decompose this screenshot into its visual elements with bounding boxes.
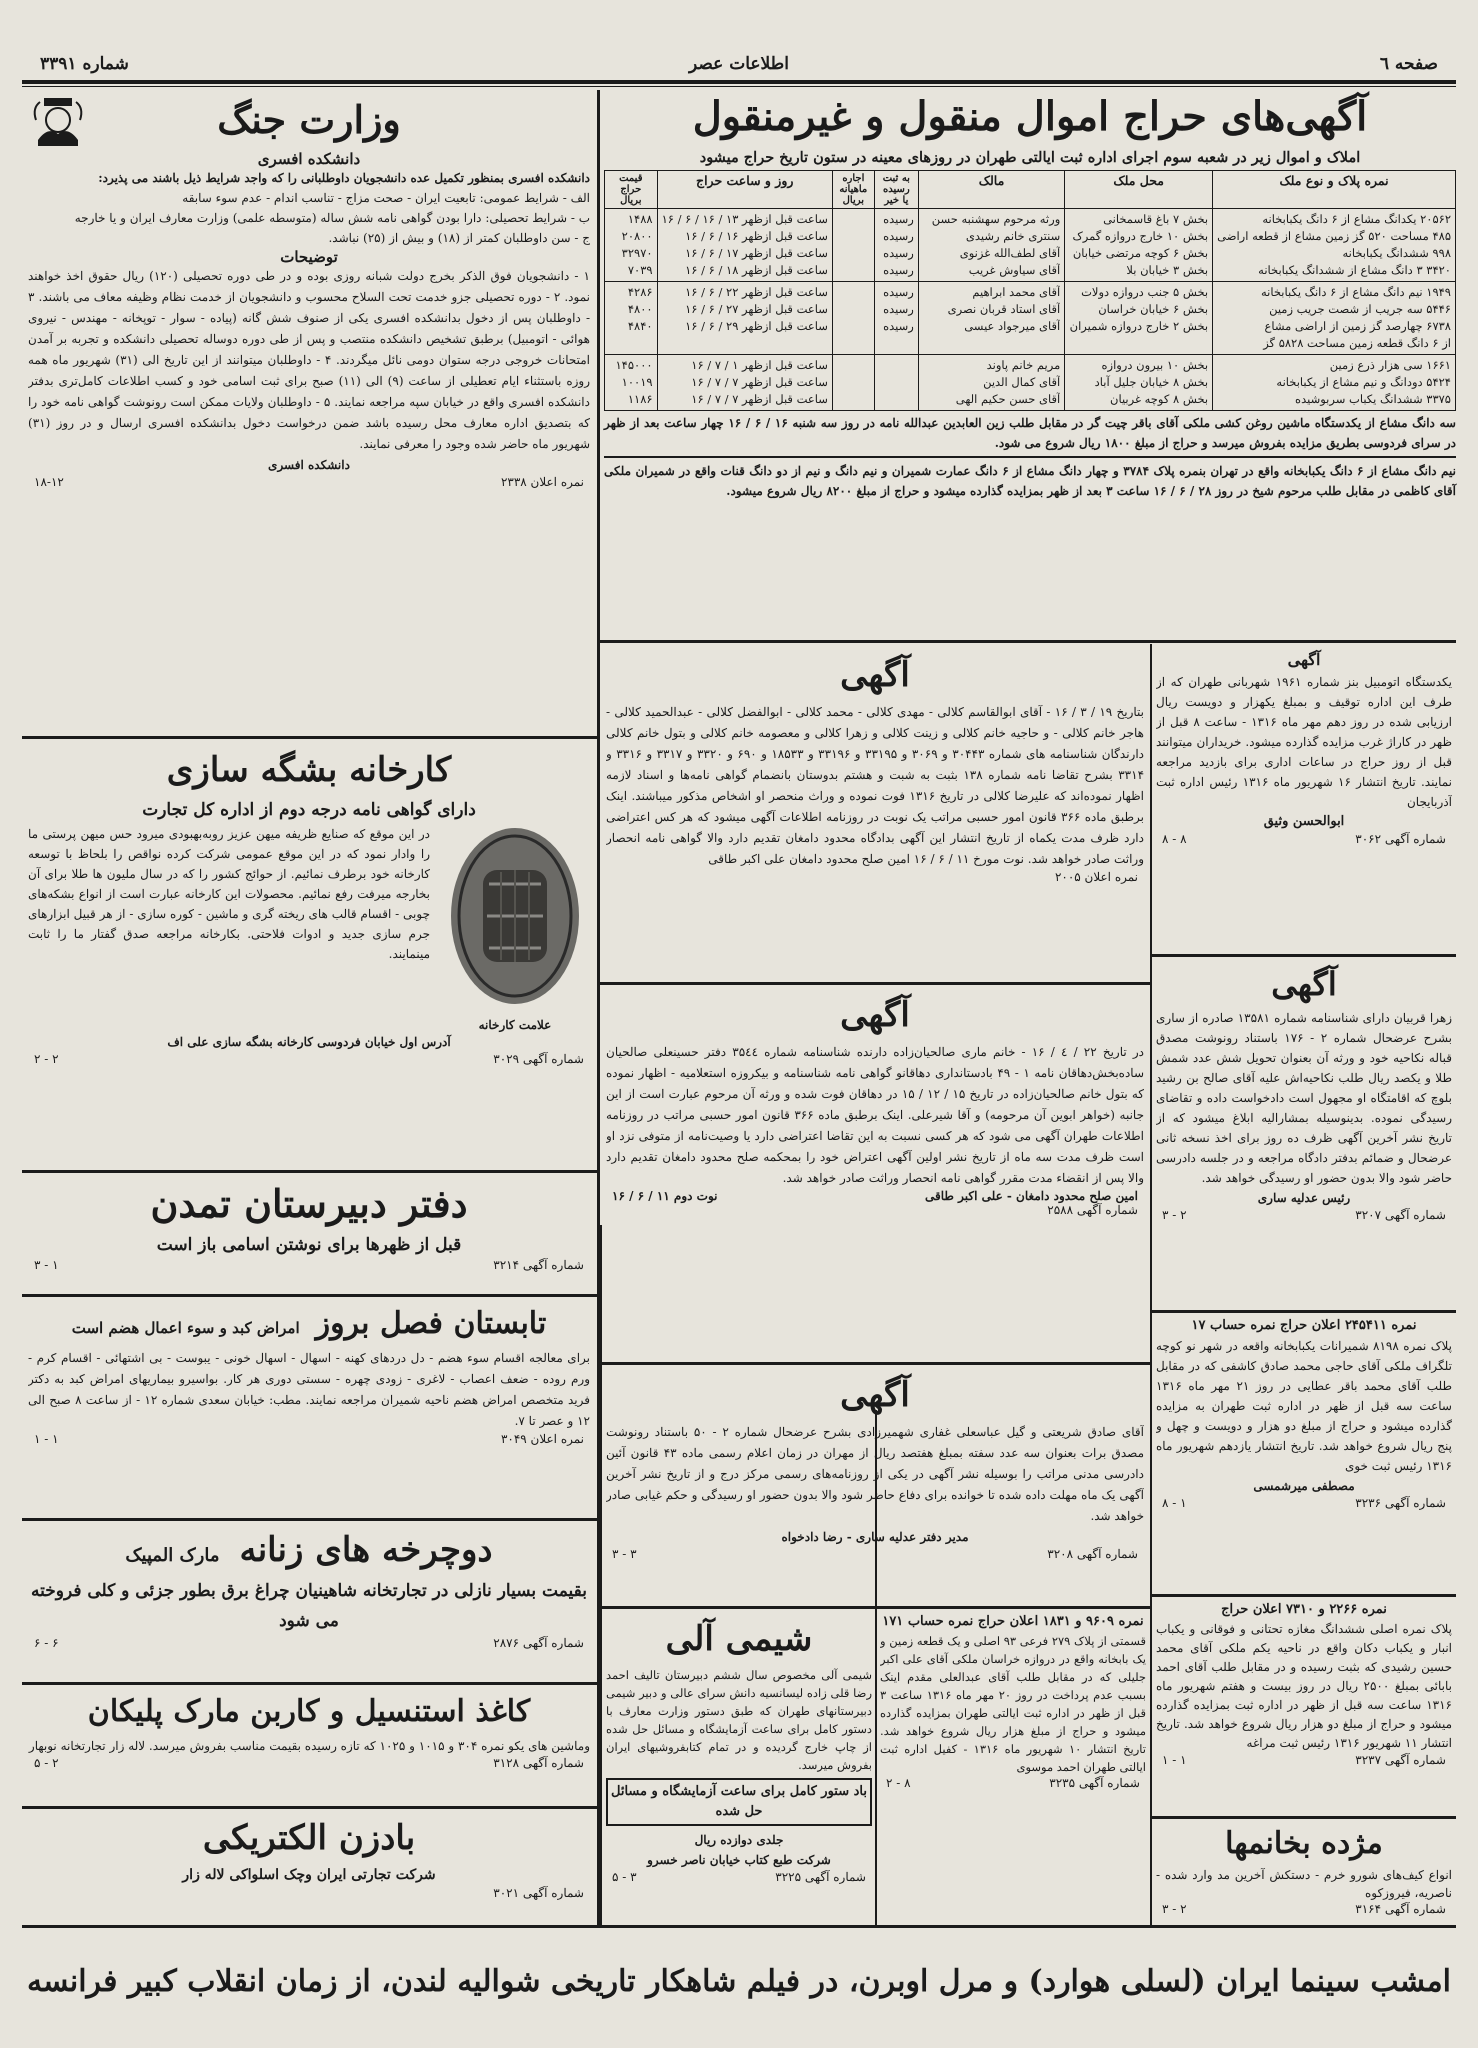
cell-line: ۱۴۸۸ <box>627 212 653 226</box>
ad-number: شماره آگهی ۲۸۷۶ <box>493 1636 584 1650</box>
cell-line: بخش ۸ خیابان جلیل آباد <box>1094 375 1209 389</box>
ad-number: نمره اعلان ۲۳۳۸ <box>500 475 584 489</box>
cell-line: بخش ۲ خارج دروازه شمیران <box>1069 319 1209 333</box>
auction-table <box>604 170 1456 411</box>
cell-line: سنتری خانم رشیدی <box>965 229 1061 243</box>
auction-note: سه دانگ مشاع از یکدستگاه ماشین روغن کشی ملکی آقای باقر چیت گر در مقابل طلب زین العابدین عبدالله نامه در روز سه شنبه ۱۶ / ۶ / ۱۶ چهار ساعت بعد از ظهر در سرای فردوسی بطریق مزایده بفروش میرسد و حراج از مبلغ ۱۸۰۰ ریال شروع می شود. <box>604 416 1456 450</box>
cell-line: ۱۰۰۱۹ <box>621 375 653 389</box>
col-plate: نمره پلاک و نوع ملک <box>1213 171 1456 209</box>
cell-line: آقای میرجواد عیسی <box>964 319 1061 333</box>
notice-signature: مصطفی میرشمسی <box>1253 1479 1355 1493</box>
notice-signature: ابوالحسن وثیق <box>1263 814 1345 829</box>
ad-code: ۳ - ۵ <box>612 1870 637 1884</box>
ad-code: ۶ - ۶ <box>34 1636 59 1650</box>
section-rule <box>22 1170 597 1173</box>
table-row <box>605 209 1456 282</box>
notice-text: زهرا قربیان دارای شناسنامه شماره ۱۳۵۸۱ صادره از ساری بشرح عرضحال شماره ۲ - ۱۷۶ باستناد رونوشت مصدق قباله نکاحیه خود و ورثه آن بعنوان تحویل شش عدد شمش طلا و یکصد ریال طلب نکاحیه‌اش علیه آقای صالح بن رشید بلوچ که اقامتگاه او مجهول است دادخواست داده و تقاضای رسیدگی نموده. بدینوسیله بمشارالیه ابلاغ میشود که از تاریخ نشر آخرین آگهی ظرف ده روز برای اخذ نسخه ثانی عرضحال و ضمائم بدفتر دادگاه مراجعه و در جلسه دادرسی حاضر شود والا بدون حضور او رسیدگی خواهد شد. <box>1156 1011 1452 1185</box>
notice-sadegh <box>606 1368 1144 1600</box>
ad-number: شماره آگهی ۳۱۲۸ <box>493 1756 584 1770</box>
summer-ad <box>28 1300 590 1512</box>
notice-inheritance <box>606 988 1144 1358</box>
ad-number: شماره آگهی ۳۲۳۵ <box>1049 1776 1140 1790</box>
car-auction-notice <box>1156 648 1452 950</box>
section-rule <box>22 736 597 739</box>
chem-price: جلدی دوازده ریال <box>694 1833 784 1847</box>
school-ad <box>28 1176 590 1288</box>
ad-number: شماره آگهی ۲۵۸۸ <box>1047 1203 1138 1217</box>
auction-subtitle: املاک و اموال زیر در شعبه سوم اجرای اداره ثبت ایالتی طهران در روزهای معینه در ستون تاریخ حراج میشود <box>699 149 1361 166</box>
cell-line: بخش ۱۰ بیرون دروازه <box>1101 358 1209 372</box>
cell-line: ۴۲۸۶ <box>627 285 653 299</box>
barrel-factory-ad <box>28 744 590 1164</box>
plate-cell <box>1213 355 1456 411</box>
cell-line: آقای سیاوش غریب <box>968 263 1061 277</box>
cell-line: ۱۹۴۹ نیم دانگ مشاع از ۶ دانگ یکبابخانه <box>1261 285 1451 299</box>
condition-c: ج - سن داوطلبان کمتر از (۱۸) و بیش از (۲۵) نباشد. <box>328 231 590 245</box>
page-label: صفحه ٦ <box>1379 54 1438 74</box>
ad-number: شماره آگهی ۳۲۳۷ <box>1355 1753 1446 1767</box>
owner-cell <box>918 209 1064 282</box>
rent-cell <box>832 209 874 282</box>
ad-code: ۲ - ۳ <box>1162 1208 1187 1222</box>
notice-date: نوت دوم ۱۱ / ۶ / ۱۶ <box>612 1189 718 1203</box>
ad-code: ۱ - ۱ <box>34 1432 59 1446</box>
cell-line: ساعت قبل ازظهر ۱۷ / ۶ / ۱۶ <box>685 246 828 260</box>
location-cell <box>1065 282 1213 355</box>
cell-line: ساعت قبل ازظهر ۷ / ۷ / ۱۶ <box>691 392 828 406</box>
date-cell <box>657 282 832 355</box>
ladies-bags-ad <box>1156 1822 1452 1922</box>
col-registered: به ثبت رسیده یا خیر <box>874 171 918 209</box>
chem-highlight: باد ستور کامل برای ساعت آزمایشگاه و مسائل حل شده <box>606 1778 872 1826</box>
cell-line: ورثه مرحوم سهشنبه حسن <box>931 212 1061 226</box>
section-rule <box>1152 1816 1456 1819</box>
notice-title: نمره ۲۴۵۴۱۱ اعلان حراج نمره حساب ۱۷ <box>1191 1318 1417 1333</box>
war-ministry-text: ۱ - دانشجویان فوق الذکر بخرج دولت شبانه روزی بوده و در طی دوره تحصیلی (۱۲۰) ریال حقوق اخذ خواهند نمود. ۲ - دوره تحصیلی جزو خدمت تحت السلاح محسوب و دانشجویان از خدمت نظام وظیفه معاف می باشند. ۳ - داوطلبان پس از دخول بدانشکده افسری یکی از صنوف شش گانه (پیاده - سوار - توپخانه - مهندس - نیروی هوائی - اتومبیل) برطبق تشخیص دانشکده منتصب و پس از طی دوره دوساله تحصیلی دانشکده و تجربه بر آمدن امتحانات خروجی درجه ستوان دومی نائل میگردند. ۴ - داوطلبان میتوانند از این تاریخ الی (۳۱) شهریور ماه همه روزه باستثناء ایام تعطیلی از ساعت (۹) الی (۱۱) صبح برای ثبت اسامی خود و کسب اطلاعات کامل‌تری بدفتر دانشکده افسری واقع در خیابان سپه مراجعه نمایند. ۵ - داوطلبان ولایات ممکن است رونوشت گواهی نامه خود را که بتصدیق اداره معارف محل رسیده باشد ضمن درخواست دخول بدانشکده افسری ارسال و در روز (۳۱) شهریور ماه حاضر شده وجود را معرفی نمایند. <box>28 269 590 451</box>
ad-code: ۱ - ۳ <box>34 1258 59 1272</box>
condition-a: الف - شرایط عمومی: تابعیت ایران - صحت مزاج - تناسب اندام - عدم سوء سابقه <box>182 191 590 205</box>
summer-subtitle: امراض کبد و سوء اعمال هضم است <box>71 1319 300 1337</box>
ad-footer <box>28 1052 590 1066</box>
masthead-rule <box>22 80 1456 84</box>
section-rule <box>1152 1310 1456 1313</box>
ad-footer <box>1156 1902 1452 1916</box>
ad-footer <box>1156 1208 1452 1222</box>
cell-line: بخش ۷ باغ قاسمخانی <box>1103 212 1209 226</box>
zahra-notice <box>1156 960 1452 1306</box>
cell-line: ۱۱۸۶ <box>627 392 653 406</box>
barrel-text: در این موقع که صنایع ظریفه میهن عزیز روبه‌بهبودی میرود حس میهن پرستی ما را وادار نمود که در این موقع عمومی شرکت کرده نواقص را بلحاظ با توسعه کارخانه خود برطرف نمائیم. از حوائج کشور را که در سال ملیون ها طلا برای آن بخارجه میرفت رفع نمائیم. محصولات این کارخانه عبارت است از انواع بشکه‌های چوبی - اقسام قالب های ریخته گری و ماشین - کوره سازی - از هر قبیل ابزارهای جرم سازی جدید و ادوات فلاحتی. بکارخانه مراجعه صدق گفتار ما را ثابت مینمایند. <box>28 827 430 961</box>
cell-line: بخش ۸ کوچه غربیان <box>1110 392 1209 406</box>
explanations-title: توضیحات <box>280 248 338 266</box>
notice-title: آگهی <box>1271 965 1337 1003</box>
bicycle-ad <box>28 1524 590 1676</box>
cell-line: آقای کمال الدین <box>983 375 1061 389</box>
ad-footer <box>606 1547 1144 1561</box>
cell-line: ۵۴۴۶ سه جریب از شصت جریب زمین <box>1269 302 1451 316</box>
condition-b: ب - شرایط تحصیلی: دارا بودن گواهی نامه شش ساله (متوسطه علمی) وزارت معارف ایران و یا خارجه <box>74 211 590 225</box>
war-ministry-signature: دانشکده افسری <box>268 458 350 472</box>
notice-title: نمره ۲۲۶۶ و ۷۳۱۰ اعلان حراج <box>1221 1602 1387 1617</box>
col-date: روز و ساعت حراج <box>657 171 832 209</box>
cell-line: آقای حسن حکیم الهی <box>955 392 1061 406</box>
cell-line: ساعت قبل ازظهر ۲۲ / ۶ / ۱۶ <box>685 285 828 299</box>
cell-line: ۶۷۳۸ چهارصد گز زمین از اراضی مشاع <box>1264 319 1451 333</box>
notice-signature: رئیس عدلیه ساری <box>1257 1191 1351 1205</box>
notice-title: آگهی <box>1287 650 1321 669</box>
cell-line: ۴۸۰۰ <box>627 302 653 316</box>
lion-and-sun-emblem-icon <box>30 96 86 150</box>
paper-text: وماشین های یکو نمره ۳۰۴ و ۱۰۱۵ و ۱۰۲۵ که تازه رسیده بقیمت مناسب بفروش میرسد. لاله زار تجارتخانه نوبهار <box>28 1739 590 1753</box>
cell-line: بخش ۵ جنب دروازه دولات <box>1081 285 1209 299</box>
cell-line: ساعت قبل ازظهر ۷ / ۷ / ۱۶ <box>691 375 828 389</box>
cell-line: ۲۰۵۶۲ یکدانگ مشاع از ۶ دانگ یکبابخانه <box>1262 212 1451 226</box>
ad-code: ۱ - ۸ <box>1162 1496 1187 1510</box>
notice-signature: مدیر دفتر عدلیه ساری - رضا دادخواه <box>781 1530 969 1544</box>
date-cell <box>657 209 832 282</box>
auction-section <box>604 88 1456 501</box>
chem-publisher: شرکت طبع کتاب خیابان ناصر خسرو <box>647 1853 831 1867</box>
auction-171-ad <box>880 1612 1146 1922</box>
ad-code: ۸ - ۲ <box>886 1776 911 1790</box>
ad-number: شماره آگهی ۳۲۰۸ <box>1047 1547 1138 1561</box>
table-row <box>605 282 1456 355</box>
paper-title: کاغذ استنسیل و کاربن مارک پلیکان <box>87 1694 531 1729</box>
auction-171-text: قسمتی از پلاک ۲۷۹ فرعی ۹۳ اصلی و یک قطعه زمین و یک بابخانه واقع در دروازه خراسان ملکی آقای علی اکبر جلیلی که در مقابل طلب آقای عبدالعلی مقدم اینک بسبب عدم پرداخت در روز ۲۰ مهر ماه ۱۳۱۶ ساعت ۳ قبل از ظهر در اداره ثبت ایالتی طهران بمزایده گذارده میشود و حراج از مبلغ هزار ریال شروع خواهد شد. تاریخ انتشار ۱۰ شهریور ماه ۱۳۱۶ - کفیل اداره ثبت ایالتی طهران احمد موسوی <box>880 1634 1146 1774</box>
col-location: محل ملک <box>1065 171 1213 209</box>
notice-sign-line <box>606 1189 1144 1203</box>
masthead-rule-thin <box>22 86 1456 87</box>
cell-line: بخش ۶ کوچه مرتضی خیابان <box>1072 246 1209 260</box>
cell-line: رسیده <box>883 246 914 260</box>
auction-khoy-notice <box>1156 1316 1452 1590</box>
war-ministry-dept: دانشکده افسری <box>257 150 361 168</box>
section-rule <box>22 1518 597 1521</box>
war-ministry-title: وزارت جنگ <box>217 97 401 142</box>
bicycle-text: بقیمت بسیار نازلی در تجارتخانه شاهینیان چراغ برق بطور جزئی و کلی فروخته می شود <box>30 1581 588 1631</box>
ad-footer <box>606 870 1144 884</box>
cell-line: رسیده <box>883 285 914 299</box>
col-rent: اجاره ماهیانه بریال <box>832 171 874 209</box>
ad-code: ۲ - ۵ <box>34 1756 59 1770</box>
ad-code: ۱۸-۱۲ <box>34 475 64 489</box>
ladies-title: مژده بخانمها <box>1225 1826 1383 1861</box>
owner-cell <box>918 355 1064 411</box>
cell-line: ۱۶۶۱ سی هزار ذرع زمین <box>1329 358 1451 372</box>
ad-footer <box>28 1432 590 1446</box>
cell-line: ساعت قبل ازظهر ۱۸ / ۶ / ۱۶ <box>685 263 828 277</box>
cell-line: بخش ۱۰ خارج دروازه گمرک <box>1072 229 1209 243</box>
rent-cell <box>832 355 874 411</box>
divider <box>604 456 1456 458</box>
ad-code: ۱ - ۱ <box>1162 1753 1187 1767</box>
cell-line: ساعت قبل ازظهر ۱ / ۷ / ۱۶ <box>691 358 828 372</box>
cell-line: ساعت قبل ازظهر ۲۷ / ۶ / ۱۶ <box>685 302 828 316</box>
section-rule <box>600 982 1150 985</box>
cell-line: مریم خانم پاوند <box>986 358 1061 372</box>
barrel-title: کارخانه بشگه سازی <box>166 750 452 790</box>
ad-number: شماره آگهی ۳۲۰۷ <box>1355 1208 1446 1222</box>
col-price: قیمت حراج بریال <box>605 171 658 209</box>
section-rule <box>1152 954 1456 957</box>
notice-text: یکدستگاه اتومبیل بنز شماره ۱۹۶۱ شهربانی طهران که از طرف این اداره توقیف و بمبلغ یکهزار و دویست ریال ارزیابی شده در روز دهم مهر ماه ۱۳۱۶ - ساعت ۸ قبل از ظهر در کاراژ غرب مزایده گذارده میشود. خریداران میتوانند قبل از روز حراج در ساعات اداری برای بازدید مراجعه نمایند. تاریخ انتشار ۱۶ شهریور ماه ۱۳۱۶ رئیس اداره ثبت آذربایجان <box>1156 675 1452 809</box>
ad-code: ۲ - ۲ <box>34 1052 59 1066</box>
ad-number: شماره آگهی ۳۱۶۴ <box>1355 1902 1446 1916</box>
ad-number: شماره آگهی ۳۲۳۶ <box>1355 1496 1446 1510</box>
cell-line: ۷۰۳۹ <box>627 263 653 277</box>
notice-signature: امین صلح محدود دامغان - علی اکبر طاقی <box>925 1189 1138 1203</box>
section-rule <box>22 1294 597 1297</box>
plate-cell <box>1213 282 1456 355</box>
registered-cell <box>874 355 918 411</box>
bicycle-title: دوچرخه های زنانه <box>239 1530 493 1570</box>
owner-cell <box>918 282 1064 355</box>
cell-line: ۳۲۹۷۰ <box>621 246 653 260</box>
auction-title: آگهی‌های حراج اموال منقول و غیرمنقول <box>692 93 1368 140</box>
cell-line: بخش ۳ خیابان بلا <box>1126 263 1209 277</box>
col-owner: مالک <box>918 171 1064 209</box>
ad-footer <box>28 1756 590 1770</box>
cell-line: از ۶ دانگ قطعه زمین مساحت ۵۸۲۸ گز <box>1263 336 1451 350</box>
ad-footer <box>1156 1753 1452 1767</box>
ad-footer <box>28 475 590 489</box>
war-ministry-intro: دانشکده افسری بمنظور تکمیل عده دانشجویان داوطلبانی را که واجد شرایط ذیل باشند می پذیرد: <box>98 171 590 185</box>
cell-line: آقای لطف‌الله غزنوی <box>959 246 1061 260</box>
ad-number: شماره آگهی ۳۰۲۱ <box>493 1886 584 1900</box>
notice-text: پلاک نمره ۸۱۹۸ شمیرانات یکبابخانه واقعه در شهر نو کوچه تلگراف ملکی آقای حاجی محمد صادق کاشفی که در مقابل طلب آقای محمد باقر عطایی در روز ۲۱ مهر ماه ۱۳۱۶ ساعت سه قبل از ظهر در اداره ثبت طهران به مزایده گذارده میشود و حراج از مبلغ دو هزار و دویست و چهل و پنج ریال شروع خواهد شد. تاریخ انتشار یازدهم شهریور ماه ۱۳۱۶ رئیس ثبت خوی <box>1156 1339 1452 1473</box>
fan-title: بادزن الکتریکی <box>202 1818 416 1858</box>
barrel-subtitle: دارای گواهی نامه درجه دوم از اداره کل تجارت <box>142 800 476 820</box>
ad-number: شماره آگهی ۳۲۲۵ <box>775 1870 866 1884</box>
notice-title: آگهی <box>840 995 910 1035</box>
school-title: دفتر دبیرستان تمدن <box>150 1181 468 1226</box>
newspaper-name: اطلاعات عصر <box>689 54 789 74</box>
cell-line: رسیده <box>883 263 914 277</box>
cell-line: ۹۹۸ ششدانگ یکبابخانه <box>1342 246 1451 260</box>
paper-ad <box>28 1688 590 1800</box>
cinema-banner <box>22 1934 1456 2030</box>
ad-footer <box>606 1203 1144 1217</box>
ad-code: ۳ - ۳ <box>612 1547 637 1561</box>
chem-text: شیمی آلی مخصوص سال ششم دبیرستان تالیف احمد رضا قلی زاده لیسانسیه دانش سرای عالی و دبیر شیمی دبیرستانهای طهران که طبق دستور وزارت معارف با دستور کامل برای ساعت آزمایشگاه و مسائل حل شده از چاپ خارج گردیده و در تمام کتابفروشیهای ایران بفروش میرسد. <box>606 1668 872 1772</box>
section-rule <box>600 1606 1150 1609</box>
cell-line: ساعت قبل ازظهر ۱۳ / ۱۶ / ۶ / ۱۶ <box>661 212 828 226</box>
notice-text: آقای صادق شریعتی و گیل عباسعلی غفاری شهمیرزادی بشرح عرضحال شماره ۲ - ۵۰ باستناد رونوشت مصدق برات بعنوان سه عدد سفته بمبلغ هفتصد ریال از مهران در زمان اعلام رسمی ماده ۴۳ قانون آئین دادرسی مدنی مراتب را بوسیله نشر آگهی در یکی از روزنامه‌های رسمی مرکز درج و از تاریخ نشر آخرین آگهی یک ماه مهلت داده شده تا خوانده برای دفاع حاضر شود والا بدون حضور او رسیدگی و حکم غیابی صادر خواهد شد. <box>606 1425 1144 1523</box>
chem-title: شیمی آلی <box>665 1619 813 1659</box>
ad-footer <box>1156 1496 1452 1510</box>
emblem-caption: علامت کارخانه <box>478 1018 552 1032</box>
section-rule <box>600 1362 1150 1365</box>
bicycle-brand: مارک المپیک <box>125 1545 220 1566</box>
cinema-banner-text: امشب سینما ایران (لسلی هوارد) و مرل اوبرن، در فیلم شاهکار تاریخی شوالیه لندن، از زمان انقلاب کبیر فرانسه <box>27 1964 1451 1999</box>
rent-cell <box>832 282 874 355</box>
war-ministry-ad <box>28 90 590 732</box>
chemistry-ad <box>606 1612 872 1922</box>
table-row <box>605 355 1456 411</box>
ad-footer <box>28 1258 590 1272</box>
ad-number: نمره اعلان ۳۰۴۹ <box>500 1432 584 1446</box>
barrel-emblem-icon <box>445 824 585 1014</box>
cell-line: رسیده <box>883 319 914 333</box>
cell-line: رسیده <box>883 212 914 226</box>
registered-cell <box>874 209 918 282</box>
auction-171-title: نمره ۹۶۰۹ و ۱۸۳۱ اعلان حراج نمره حساب ۱۷۱ <box>882 1614 1144 1629</box>
cell-line: آقای محمد ابراهیم <box>972 285 1061 299</box>
section-rule <box>22 1682 597 1685</box>
cell-line: ۳۳۷۵ ششدانگ یکباب سربوشیده <box>1295 392 1451 406</box>
summer-title: تابستان فصل بروز <box>315 1306 547 1341</box>
ad-footer <box>1156 832 1452 846</box>
cell-line: ۵۴۲۴ دودانگ و نیم مشاع از یکبابخانه <box>1276 375 1451 389</box>
plate-cell <box>1213 209 1456 282</box>
column-rule <box>600 1225 602 1925</box>
summer-text: برای معالجه اقسام سوء هضم - دل دردهای کهنه - اسهال - اسهال خونی - یبوست - بی اشتهائی - اقسام کرم - ورم روده - ضعف اعصاب - لاغری - زودی چهره - سستی دوری هر کار. بواسیرو بیماریهای امراض کبد به دکتر فرید متخصص امراض هضم ناحیه شمیران مراجعه نمایند. مطب: خیابان سعدی شماره ۱۲ - از ساعت ۸ صبح الی ۱۲ و عصر تا ۷. <box>28 1351 590 1428</box>
registered-cell <box>874 282 918 355</box>
fan-text: شرکت تجارتی ایران وچک اسلواکی لاله زار <box>182 1867 436 1883</box>
ad-footer <box>28 1636 590 1650</box>
ad-code: ۲ - ۳ <box>1162 1902 1187 1916</box>
cell-line: بخش ۶ خیابان خراسان <box>1098 302 1209 316</box>
column-rule <box>1150 644 1152 1925</box>
issue-number: شماره ۳۳۹۱ <box>40 54 129 74</box>
barrel-address: آدرس اول خیابان فردوسی کارخانه بشگه سازی علی اف <box>167 1035 451 1049</box>
cell-line: ساعت قبل ازظهر ۱۶ / ۶ / ۱۶ <box>685 229 828 243</box>
ad-number: شماره آگهی ۳۲۱۴ <box>493 1258 584 1272</box>
ad-code: ۸ - ۸ <box>1162 832 1187 846</box>
cell-line: ساعت قبل ازظهر ۲۹ / ۶ / ۱۶ <box>685 319 828 333</box>
ad-number: شماره آگهی ۳۰۶۲ <box>1355 832 1446 846</box>
location-cell <box>1065 355 1213 411</box>
fan-ad <box>28 1812 590 1922</box>
notice-title: آگهی <box>840 655 910 695</box>
ad-footer <box>880 1776 1146 1790</box>
section-rule <box>600 640 1456 643</box>
ladies-text: انواع کیف‌های شورو خرم - دستکش آخرین مد وارد شده - ناصریه، فیروزکوه <box>1156 1868 1452 1900</box>
location-cell <box>1065 209 1213 282</box>
cell-line: رسیده <box>883 302 914 316</box>
notice-text: بتاریخ ۱۹ / ۳ / ۱۶ - آقای ابوالقاسم کلالی - مهدی کلالی - محمد کلالی - ابوالفضل کلالی - عبدالحمید کلالی - هاجر خانم کلالی - و حاجیه خانم کلالی و زینت کلالی و زهرا کلالی و معصومه خانم کلالی و بتول خانم کلالی دارندگان شناسنامه های شماره ۳۰۴۴۳ و ۳۰۶۹ و ۳۳۱۹۵ و ۳۳۱۹۶ و ۱۸۵۳۳ و ۶۹۰ و ۳۳۲۰ و ۳۳۱۷ و ۳۳۱۶ و ۳۳۱۴ بشرح تقاضا نامه شماره ۱۳۸ بثبت به شبت و هشتم بدوستان بانضمام گواهی نامه‌ها و اسناد لازمه اظهار نموده‌اند که علیرضا کلالی در تاریخ ۱۳۱۶ فوت نموده و وراث منحصر او اشخاص مذکور میباشند. اینک برطبق ماده ۳۶۶ قانون امور حسبی مراتب یک نوبت در روزنامه اطلاعات آگهی میشود که هر کس اعتراضی دارد ظرف مدت یکماه از تاریخ انتشار این آگهی بدادگاه محدود دامغان تقدیم دارد والا گواهی نامه انحصار وراثت صادر خواهد شد. نوت مورخ ۱۱ / ۶ / ۱۶ امین صلح محدود دامغان علی اکبر طاقی <box>606 705 1144 866</box>
notice-kolali <box>606 648 1144 978</box>
ad-footer <box>28 1886 590 1900</box>
section-rule <box>22 1806 597 1809</box>
price-cell <box>605 355 658 411</box>
cell-line: ۴۸۵ مساحت ۵۲۰ گز زمین مشاع از قطعه اراضی <box>1217 229 1451 243</box>
ad-number: شماره آگهی ۳۰۲۹ <box>493 1052 584 1066</box>
price-cell <box>605 209 658 282</box>
school-text: قبل از ظهرها برای نوشتن اسامی باز است <box>156 1235 462 1255</box>
auction-maragheh-notice <box>1156 1600 1452 1812</box>
bottom-rule <box>22 1925 1456 1928</box>
notice-text: در تاریخ ۲۲ / ٤ / ۱۶ - خانم ماری صالحیان‌زاده دارنده شناسنامه شماره ۳۵٤٤ دفتر حسینعلی صالحیان ساده‌بخش‌دهاقان نامه ۱ - ۴۹ بادستانداری دهاقانو گواهی نامه شناسنامه و بیکروزه استعلامیه - اظهار نموده که بتول خانم صالحیان‌زاده در تاریخ ۱۵ / ۱۲ / ۱۵ در دهاقان فوت شده و ورثه آن مرحوم عبارت است از این جانبه (خواهر ابوین آن مرحومه) و آقا شیرعلی. اینک برطبق ماده ۳۶۶ قانون امور حسبی مراتب در روزنامه اطلاعات طهران آگهی می شود که هر کسی نسبت به این تقاضا اعتراضی دارد یا وصیت‌نامه از متوفی نزد او است ظرف مدت سه ماه از تاریخ نشر اولین آگهی اعتراض خود را بمحکمه صلح محدود دامغان تقدیم دارد والا پس از انقضاء مدت مقرر گواهی نامه انحصار وراثت صادر خواهد شد. <box>606 1045 1144 1185</box>
notice-title: آگهی <box>840 1375 910 1415</box>
notice-text: پلاک نمره اصلی ششدانگ مغازه تحتانی و فوقانی و یکباب انبار و یکباب دکان واقع در ناحیه یکم ملکی آقای محمد حسین رشیدی که بثبت رسیده و در مقابل طلب آقای احمد بابائی بمبلغ ۲۵۰۰ ریال در روز بیست و هفتم شهریور ماه ۱۳۱۶ ساعت سه قبل از ظهر در اداره ثبت بمزایده گذارده میشود و حراج از مبلغ دو هزار ریال شروع خواهد شد. تاریخ انتشار ۱۱ شهریور ۱۳۱۶ رئیس ثبت مراغه <box>1156 1622 1452 1750</box>
date-cell <box>657 355 832 411</box>
cell-line: ۳۴۲۰ ۳ دانگ مشاع از ششدانگ یکبابخانه <box>1258 263 1451 277</box>
ad-footer <box>606 1870 872 1884</box>
cell-line: آقای استاد قربان نصری <box>947 302 1061 316</box>
cell-line: ۴۸۴۰ <box>627 319 653 333</box>
auction-note: نیم دانگ مشاع از ۶ دانگ یکبابخانه واقع در تهران بنمره پلاک ۳۷۸۴ و چهار دانگ مشاع از ۶ دانگ عمارت شمیران و نیم دانگ و نیم از دو دانگ قنات واقع در شمیران ملکی آقای کاظمی در مقابل طلب مرحوم شیخ در روز ۲۸ / ۶ / ۱۶ ساعت ۳ بعد از ظهر بمزایده گذارده میشود و حراج از مبلغ ۸۲۰۰ ریال شروع میشود. <box>604 464 1456 498</box>
ad-number: نمره اعلان ۲۰۰۵ <box>1054 870 1138 884</box>
price-cell <box>605 282 658 355</box>
section-rule <box>1152 1594 1456 1597</box>
cell-line: ۱۴۵۰۰۰ <box>615 358 653 372</box>
cell-line: رسیده <box>883 229 914 243</box>
cell-line: ۲۰۸۰۰ <box>621 229 653 243</box>
